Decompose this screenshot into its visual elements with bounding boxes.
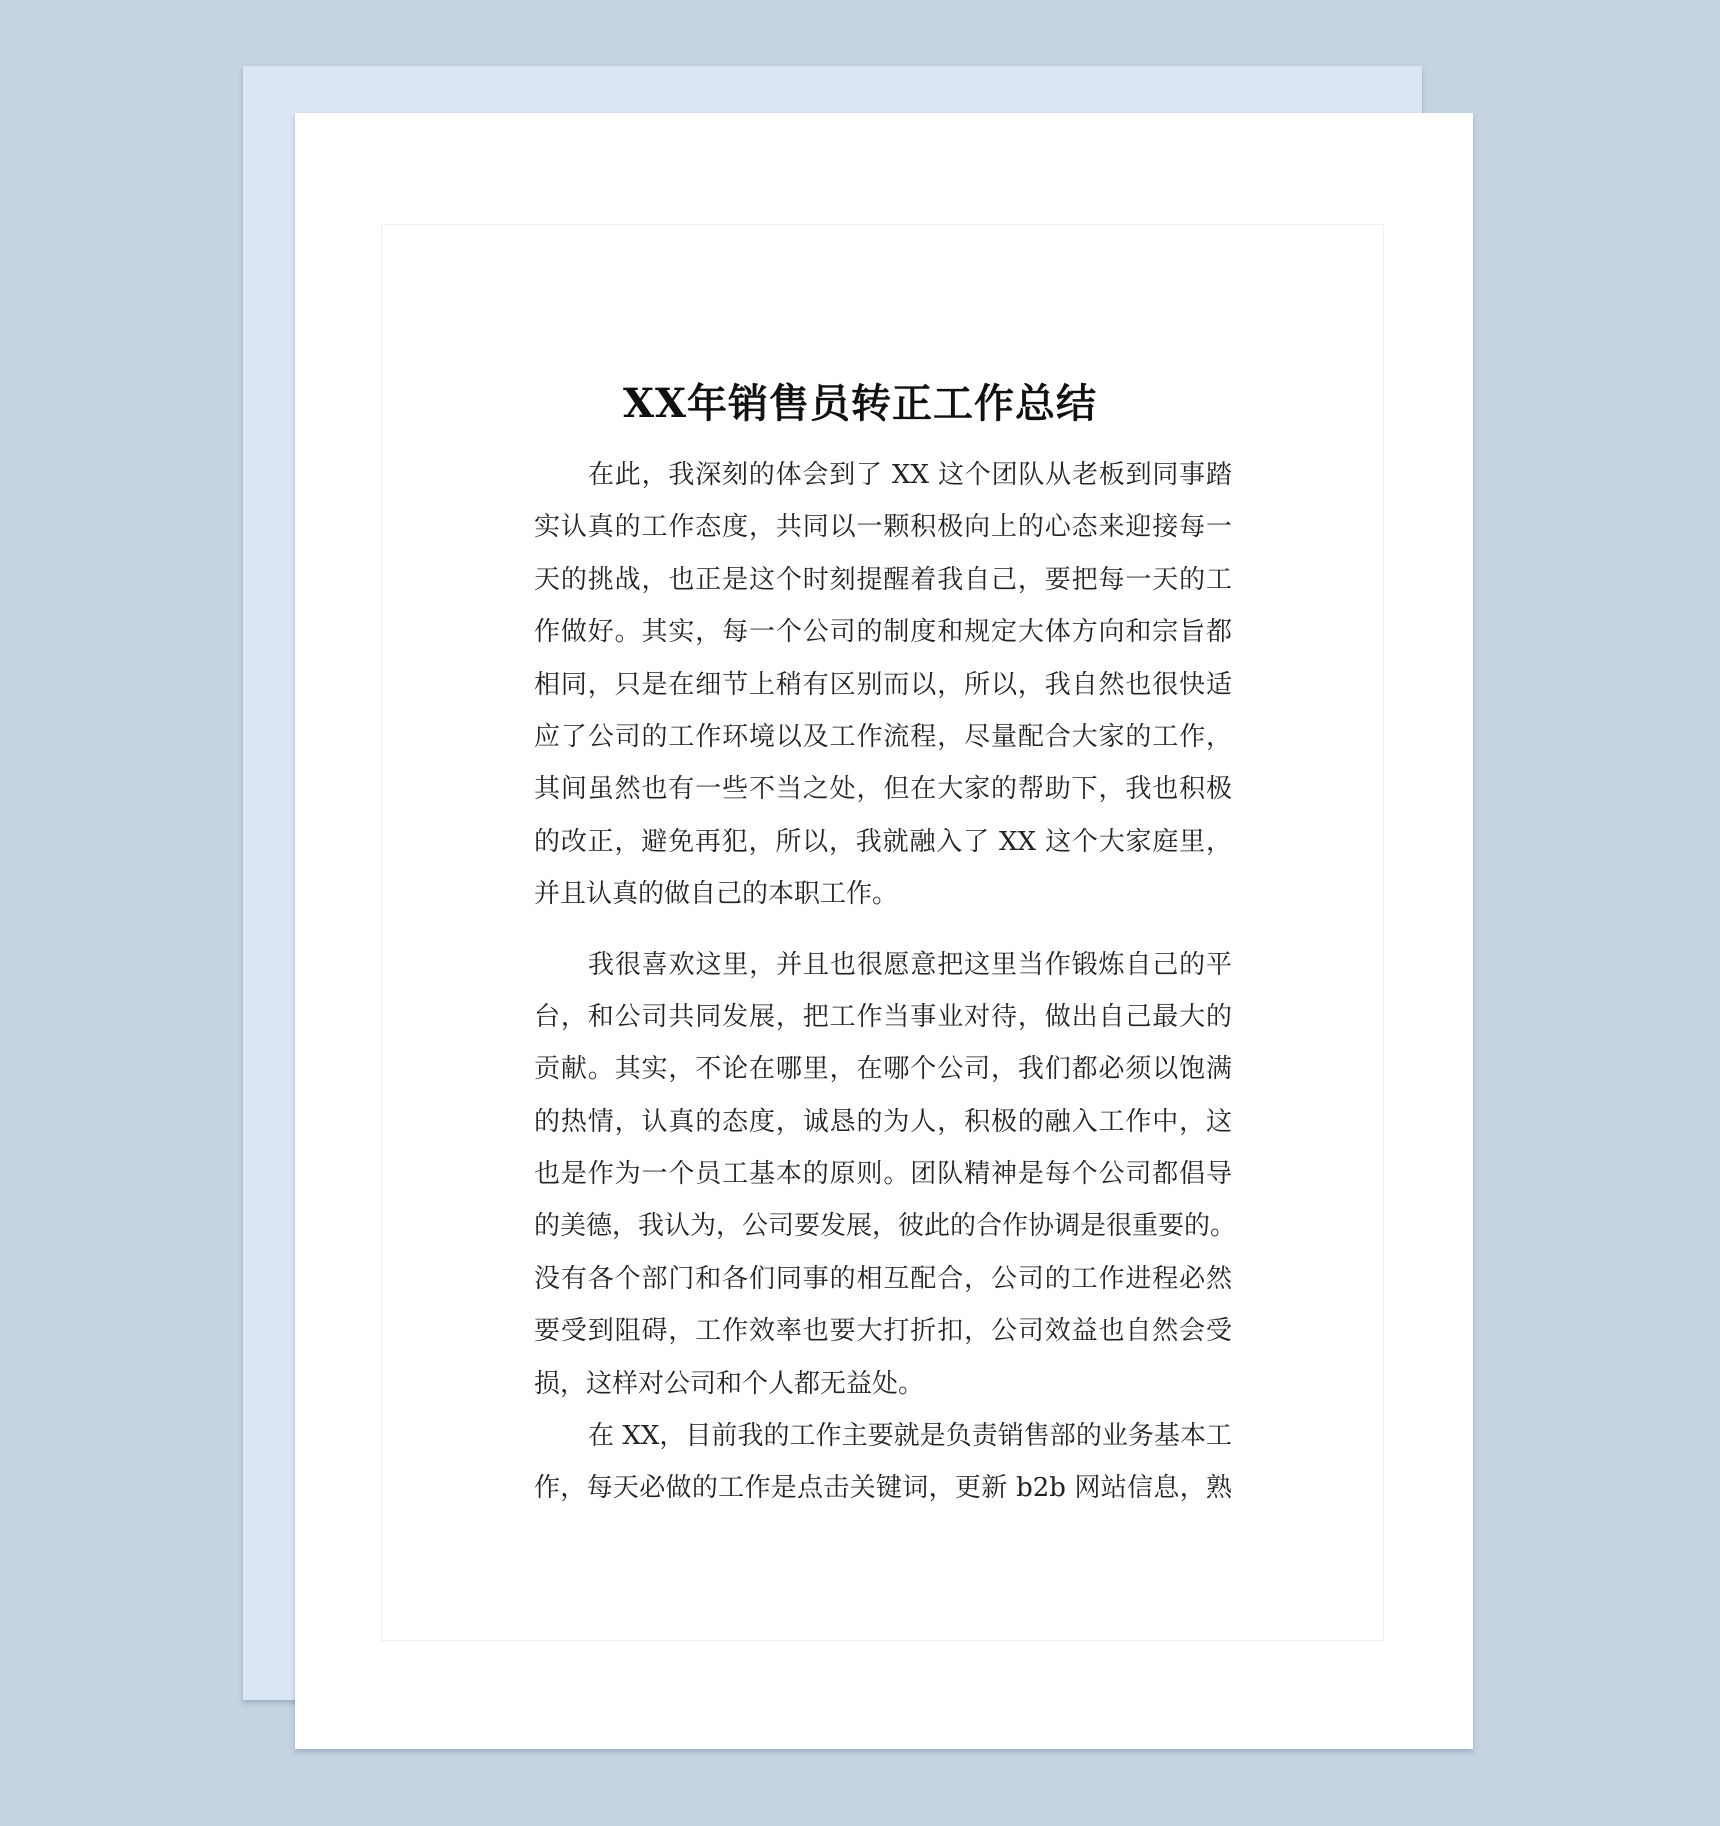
text-line: 相同，只是在细节上稍有区别而以，所以，我自然也很快适 [534,669,1232,700]
text-line: 作，每天必做的工作是点击关键词，更新 b2b 网站信息，熟 [534,1473,1232,1504]
paragraph-1 [534,449,1232,921]
text-line: 天的挑战，也正是这个时刻提醒着我自己，要把每一天的工 [534,564,1232,595]
text-line: 我很喜欢这里，并且也很愿意把这里当作锻炼自己的平 [588,949,1232,980]
text-line: 没有各个部门和各们同事的相互配合，公司的工作进程必然 [534,1263,1232,1294]
text-line: 的改正，避免再犯，所以，我就融入了 XX 这个大家庭里， [534,826,1232,857]
document-title: XX年销售员转正工作总结 [622,380,1098,427]
text-line: 应了公司的工作环境以及工作流程，尽量配合大家的工作， [534,721,1232,752]
text-line: 台，和公司共同发展，把工作当事业对待，做出自己最大的 [534,1001,1232,1032]
text-line: 的热情，认真的态度，诚恳的为人，积极的融入工作中，这 [534,1106,1232,1137]
text-line: 其间虽然也有一些不当之处，但在大家的帮助下，我也积极 [534,774,1232,805]
text-line: 要受到阻碍，工作效率也要大打折扣，公司效益也自然会受 [534,1316,1232,1347]
text-line: 损，这样对公司和个人都无益处。 [534,1368,925,1399]
text-line: 并且认真的做自己的本职工作。 [534,879,899,910]
text-line: 在此，我深刻的体会到了 XX 这个团队从老板到同事踏 [588,460,1232,490]
text-line: 实认真的工作态度，共同以一颗积极向上的心态来迎接每一 [534,512,1232,543]
paragraph-2 [534,939,1237,1411]
text-line: 的美德，我认为，公司要发展，彼此的合作协调是很重要的。 [534,1211,1237,1242]
text-line: 也是作为一个员工基本的原则。团队精神是每个公司都倡导 [534,1159,1232,1190]
text-line: 作做好。其实，每一个公司的制度和规定大体方向和宗旨都 [534,617,1232,648]
text-line: 在 XX，目前我的工作主要就是负责销售部的业务基本工 [588,1421,1232,1452]
text-line: 贡献。其实，不论在哪里，在哪个公司，我们都必须以饱满 [534,1054,1232,1085]
paragraph-3 [534,1410,1232,1515]
document-body [534,449,1237,1515]
